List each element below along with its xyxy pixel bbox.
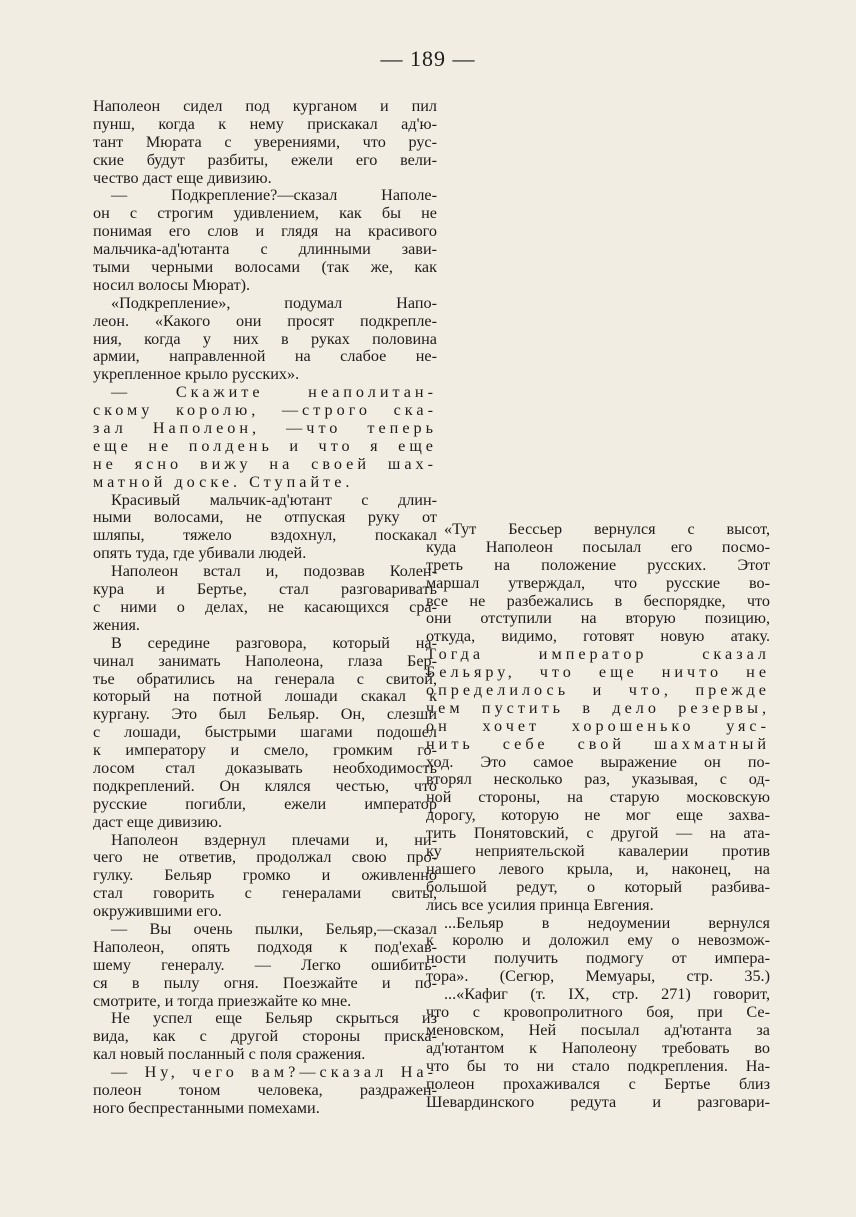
text-line: полеон прохаживался с Бертье близ [426, 1075, 770, 1093]
text-line: понимая его слов и глядя на красивого [93, 223, 437, 241]
text-line: окружившими его. [93, 903, 222, 921]
text-line: лосом стал доказывать необходимость [93, 759, 437, 777]
left-column [93, 98, 437, 1118]
text-line: чинал занимать Наполеона, глаза Бер- [93, 652, 437, 670]
text-line: носил волосы Мюрат). [93, 276, 251, 294]
text-line: Наполеон встал и, подозвав Колен- [111, 563, 437, 581]
text-line: ной стороны, на старую московскую [426, 789, 770, 807]
text-line: — Ну, чего вам?—сказал На- [111, 1064, 437, 1082]
text-line: откуда, видимо, готовят новую атаку. [426, 628, 770, 646]
text-line: стал говорить с генералами свиты, [93, 885, 437, 903]
text-line: большой редут, о который разбива- [426, 878, 770, 896]
text-line: ...«Кафиг (т. IX, стр. 271) говорит, [444, 986, 770, 1004]
text-line: шляпы, тяжело вздохнул, поскакал [93, 527, 437, 545]
text-line: к императору и смело, громким го- [93, 742, 437, 760]
text-line: ...Бельяр в недоумении вернулся [444, 914, 770, 932]
text-line: ку неприятельской кавалерии против [426, 843, 770, 861]
text-line: ские будут разбиты, ежели его вели- [93, 151, 437, 169]
text-line: не ясно вижу на своей шах- [93, 455, 437, 473]
text-line: тора». (Сегюр, Мемуары, стр. 35.) [426, 968, 770, 986]
text-line: он хочет хорошенько уяс- [426, 717, 770, 735]
text-line: зал Наполеон, —что теперь [93, 420, 437, 438]
text-line: что с кровопролитного боя, при Се- [426, 1004, 770, 1022]
text-line: ными волосами, не отпуская руку от [93, 509, 437, 527]
text-line: чего не ответив, продолжал свою про- [93, 849, 437, 867]
text-line: куда Наполеон посылал его посмо- [426, 538, 770, 556]
text-line: шему генералу. — Легко ошибить- [93, 956, 437, 974]
text-line: ного беспрестанными помехами. [93, 1099, 320, 1117]
text-line: тант Мюрата с уверениями, что рус- [93, 133, 437, 151]
text-line: дорогу, которую не мог еще захва- [426, 807, 770, 825]
text-line: все не разбежались в беспорядке, что [426, 592, 770, 610]
text-line: ся в пылу огня. Поезжайте и по- [93, 974, 437, 992]
text-line: он с строгим удивлением, как бы не [93, 205, 437, 223]
text-line: опять туда, где убивали людей. [93, 545, 307, 563]
text-line: с лошади, быстрыми шагами подошел [93, 724, 437, 742]
text-line: ход. Это самое выражение он по- [426, 753, 770, 771]
text-line: скому королю, —строго ска- [93, 402, 437, 420]
text-line: — Скажите неаполитан- [111, 384, 437, 402]
text-line: Наполеон, опять подходя к под'ехав- [93, 938, 437, 956]
text-line: тыми черными волосами (так же, как [93, 259, 437, 277]
text-line: леон. «Какого они просят подкрепле- [93, 312, 437, 330]
text-line: еще не полдень и что я еще [93, 437, 437, 455]
text-line: смотрите, и тогда приезжайте ко мне. [93, 992, 352, 1010]
text-line: Наполеон сидел под курганом и пил [93, 98, 437, 115]
text-line: Бельяру, что еще ничто не [426, 664, 770, 682]
text-line: с ними о делах, не касающихся сра- [93, 598, 437, 616]
text-line: мальчика-ад'ютанта с длинными зави- [93, 241, 437, 259]
text-line: кура и Бертье, стал разговаривать [93, 581, 437, 599]
page-number: — 189 — [380, 46, 476, 71]
text-line: лись все усилия принца Евгения. [426, 896, 654, 914]
text-line: который на потной лошади скакал к [93, 688, 437, 706]
text-line: — Подкрепление?—сказал Наполе- [111, 187, 437, 205]
text-line: ад'ютантом к Наполеону требовать во [426, 1039, 770, 1057]
text-line: треть на положение русских. Этот [426, 556, 770, 574]
text-line: «Подкрепление», подумал Напо- [111, 294, 437, 312]
text-line: армии, направленной на слабое не- [93, 348, 437, 366]
text-line: даст еще дивизию. [93, 813, 223, 831]
text-line: полеон тоном человека, раздражен- [93, 1081, 437, 1099]
text-line: «Тут Бессьер вернулся с высот, [444, 521, 770, 538]
text-line: ности получить подмогу от импера- [426, 950, 770, 968]
text-line: нашего левого крыла, и, наконец, на [426, 860, 770, 878]
text-line: ния, когда у них в руках половина [93, 330, 437, 348]
text-line: Красивый мальчик-ад'ютант с длин- [111, 491, 437, 509]
text-line: тить Понятовский, с другой — на ата- [426, 825, 770, 843]
text-line: матной доске. Ступайте. [93, 473, 354, 491]
text-line: тье обратились на генерала с свитой, [93, 670, 437, 688]
text-line: вида, как с другой стороны приска- [93, 1028, 437, 1046]
text-line: маршал утверждал, что русские во- [426, 574, 770, 592]
text-line: русские погибли, ежели император [93, 795, 437, 813]
text-line: Наполеон вздернул плечами и, ни- [111, 831, 437, 849]
text-line: кургану. Это был Бельяр. Он, слезши [93, 706, 437, 724]
text-line: чем пустить в дело резервы, [426, 699, 770, 717]
text-line: вторял несколько раз, указывая, с од- [426, 771, 770, 789]
text-line: пунш, когда к нему прискакал ад'ю- [93, 115, 437, 133]
text-line: укрепленное крыло русских». [93, 366, 300, 384]
right-column [426, 521, 770, 1111]
text-line: жения. [93, 616, 140, 634]
text-line: В середине разговора, который на- [111, 634, 437, 652]
text-line: гулку. Бельяр громко и оживленно [93, 867, 437, 885]
text-line: Тогда император сказал [426, 646, 770, 664]
text-line: — Вы очень пылки, Бельяр,—сказал [111, 920, 437, 938]
text-line: к королю и доложил ему о невозмож- [426, 932, 770, 950]
text-line: что бы то ни стало подкрепления. На- [426, 1057, 770, 1075]
text-line: Шевардинского редута и разговари- [426, 1093, 770, 1111]
text-line: определилось и что, прежде [426, 682, 770, 700]
text-line: они отступили на вторую позицию, [426, 610, 770, 628]
text-line: подкреплений. Он клялся честью, что [93, 777, 437, 795]
text-line: Не успел еще Бельяр скрыться из [111, 1010, 437, 1028]
text-line: чество даст еще дивизию. [93, 169, 272, 187]
text-line: нить себе свой шахматный [426, 735, 770, 753]
text-line: меновском, Ней посылал ад'ютанта за [426, 1021, 770, 1039]
text-line: кал новый посланный с поля сражения. [93, 1046, 366, 1064]
